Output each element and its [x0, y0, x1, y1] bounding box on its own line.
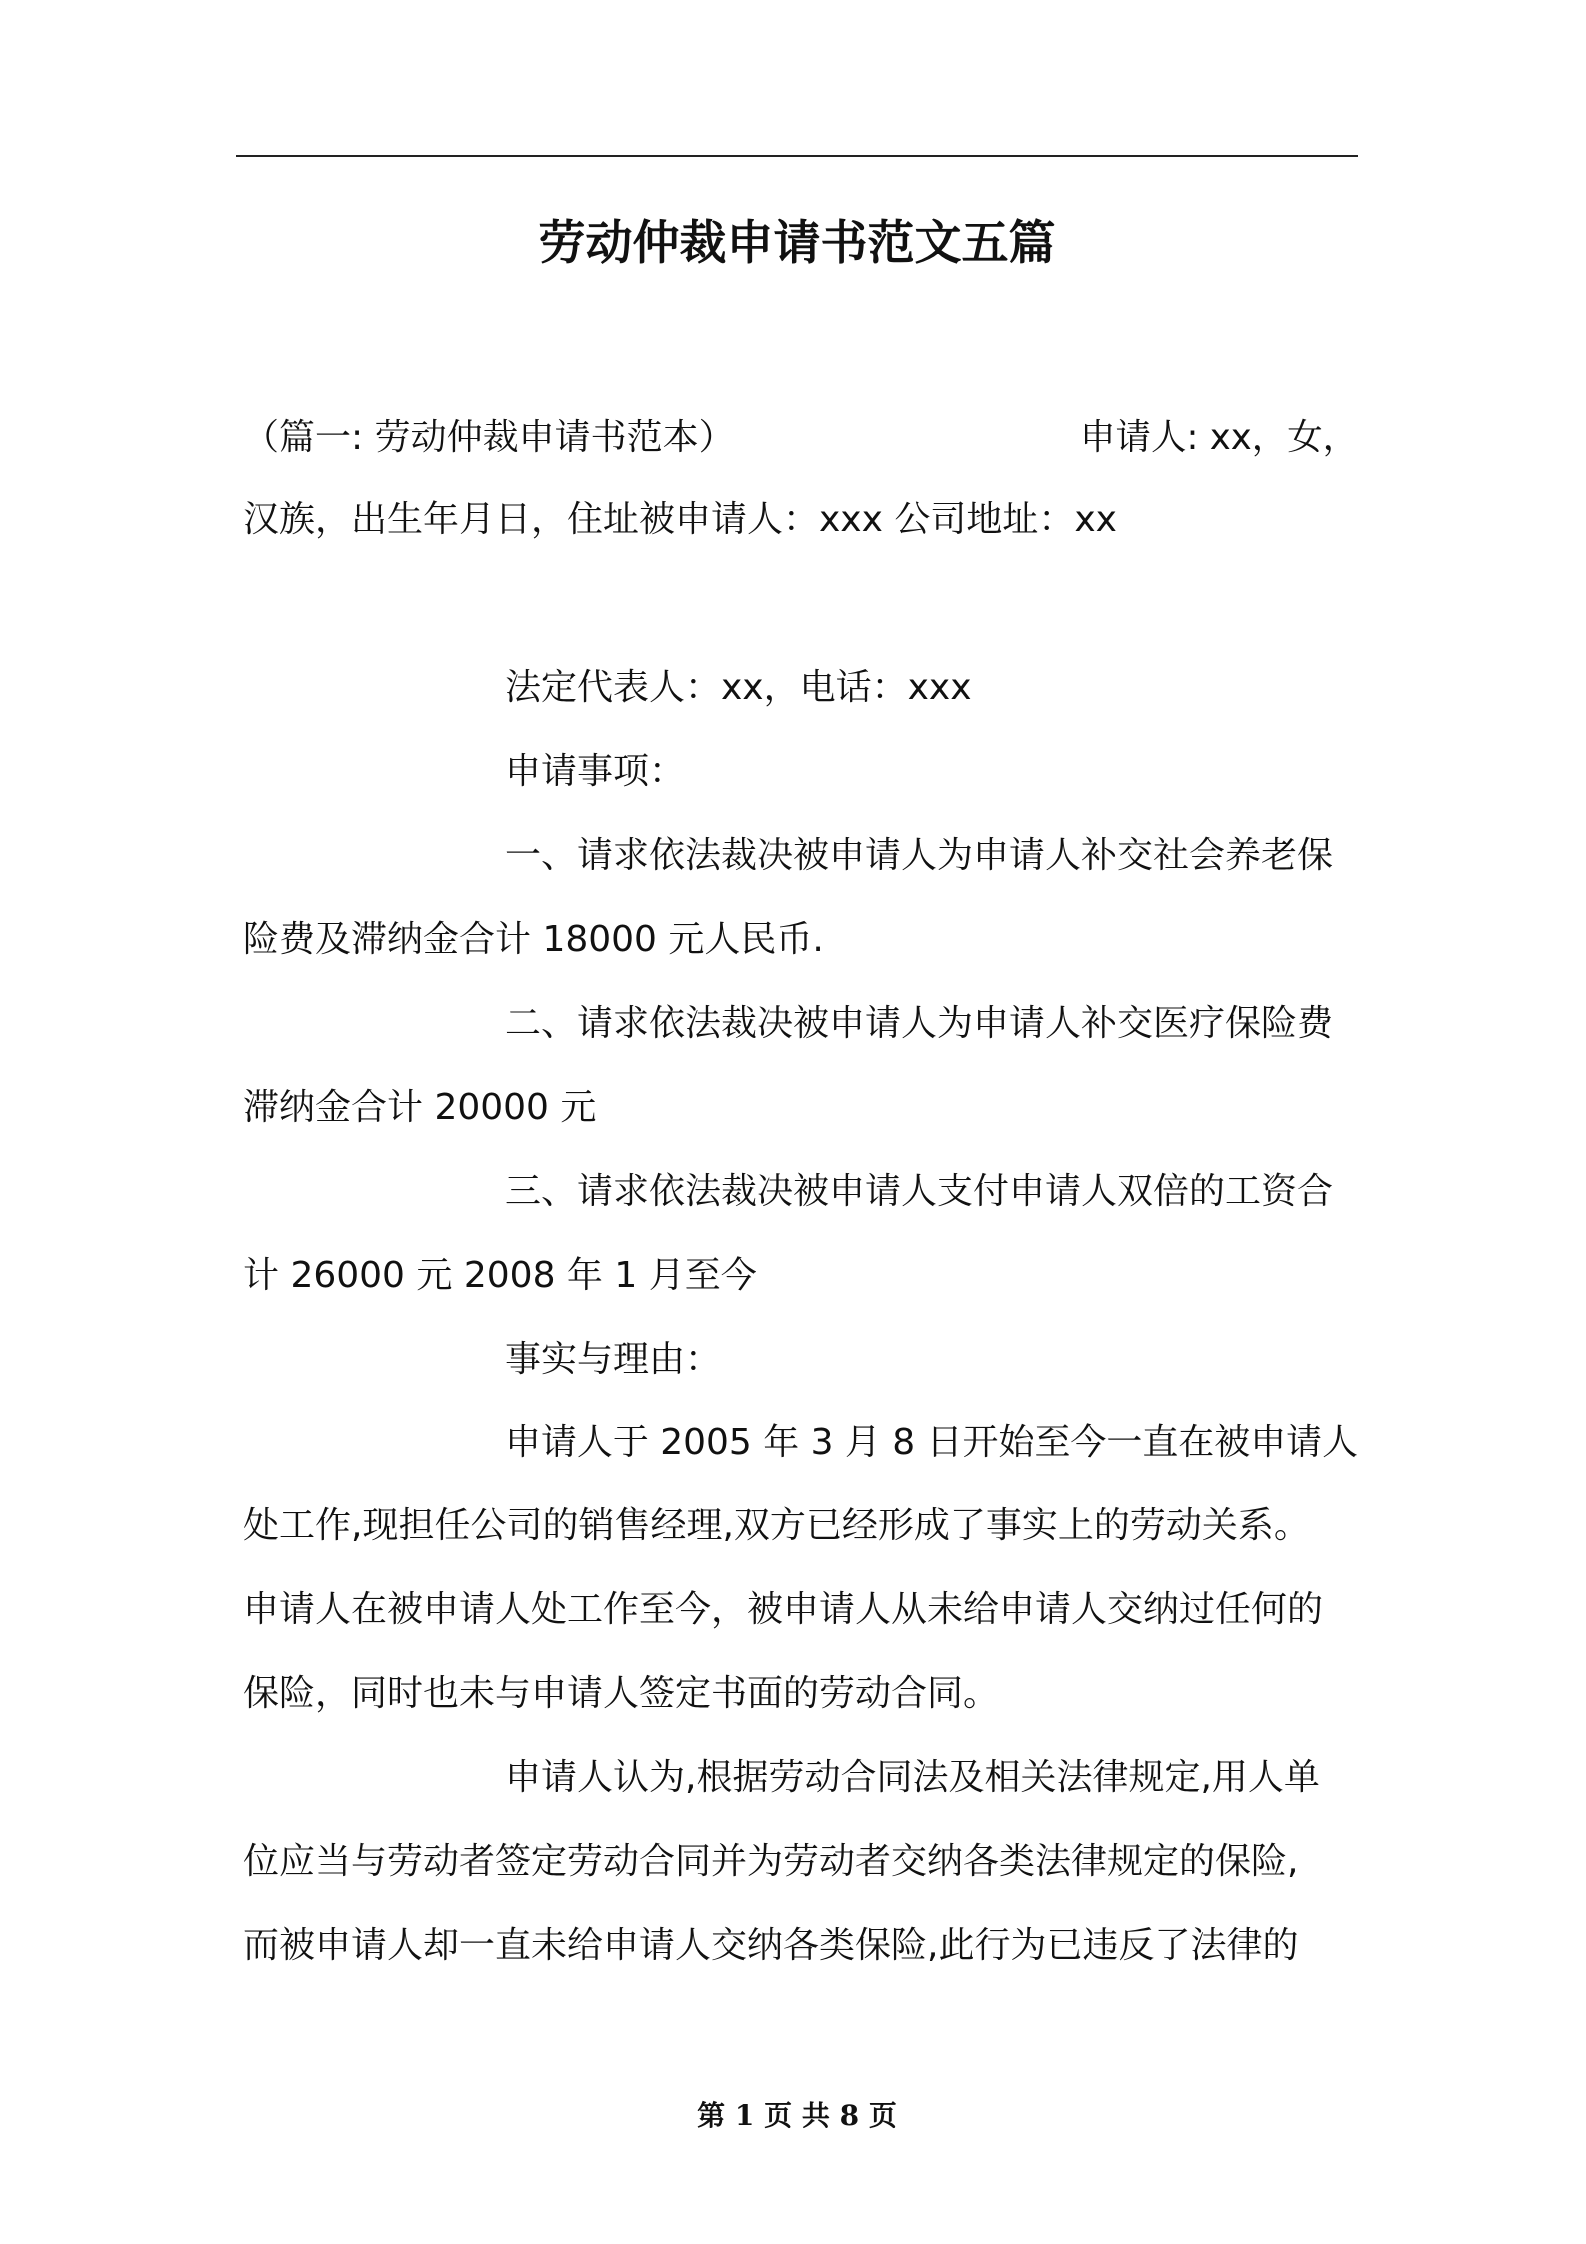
text-line: 保险，同时也未与申请人签定书面的劳动合同。	[243, 1673, 1000, 1714]
text-line: 申请事项：	[505, 751, 686, 792]
text-line: （篇一: 劳动仲裁申请书范本）	[243, 417, 735, 458]
text-line: 计 26000 元 2008 年 1 月至今	[243, 1255, 757, 1296]
text-line: 滞纳金合计 20000 元	[243, 1087, 597, 1128]
text-line: 申请人于 2005 年 3 月 8 日开始至今一直在被申请人	[505, 1422, 1359, 1463]
text-line: 三、请求依法裁决被申请人支付申请人双倍的工资合	[505, 1171, 1334, 1212]
text-line: 汉族，出生年月日，住址被申请人：xxx 公司地址：xx	[243, 499, 1117, 540]
text-line: 申请人在被申请人处工作至今，被申请人从未给申请人交纳过任何的	[243, 1589, 1324, 1630]
text-line: 处工作,现担任公司的销售经理,双方已经形成了事实上的劳动关系。	[243, 1505, 1310, 1546]
page-number: 第 1 页 共 8 页	[697, 2099, 897, 2132]
text-line: 事实与理由：	[505, 1339, 722, 1380]
text-line: 位应当与劳动者签定劳动合同并为劳动者交纳各类法律规定的保险,	[243, 1841, 1299, 1882]
text-line: 险费及滞纳金合计 18000 元人民币.	[243, 919, 824, 960]
text-line: 申请人认为,根据劳动合同法及相关法律规定,用人单	[505, 1757, 1320, 1798]
text-line: 二、请求依法裁决被申请人为申请人补交医疗保险费	[505, 1003, 1334, 1044]
text-line: 而被申请人却一直未给申请人交纳各类保险,此行为已违反了法律的	[243, 1925, 1299, 1966]
text-line: 申请人: xx，女，	[1080, 417, 1359, 458]
header-rule	[236, 155, 1358, 157]
text-line: 一、请求依法裁决被申请人为申请人补交社会养老保	[505, 835, 1334, 876]
document-title: 劳动仲裁申请书范文五篇	[538, 216, 1056, 271]
text-line: 法定代表人：xx，电话：xxx	[505, 667, 972, 708]
